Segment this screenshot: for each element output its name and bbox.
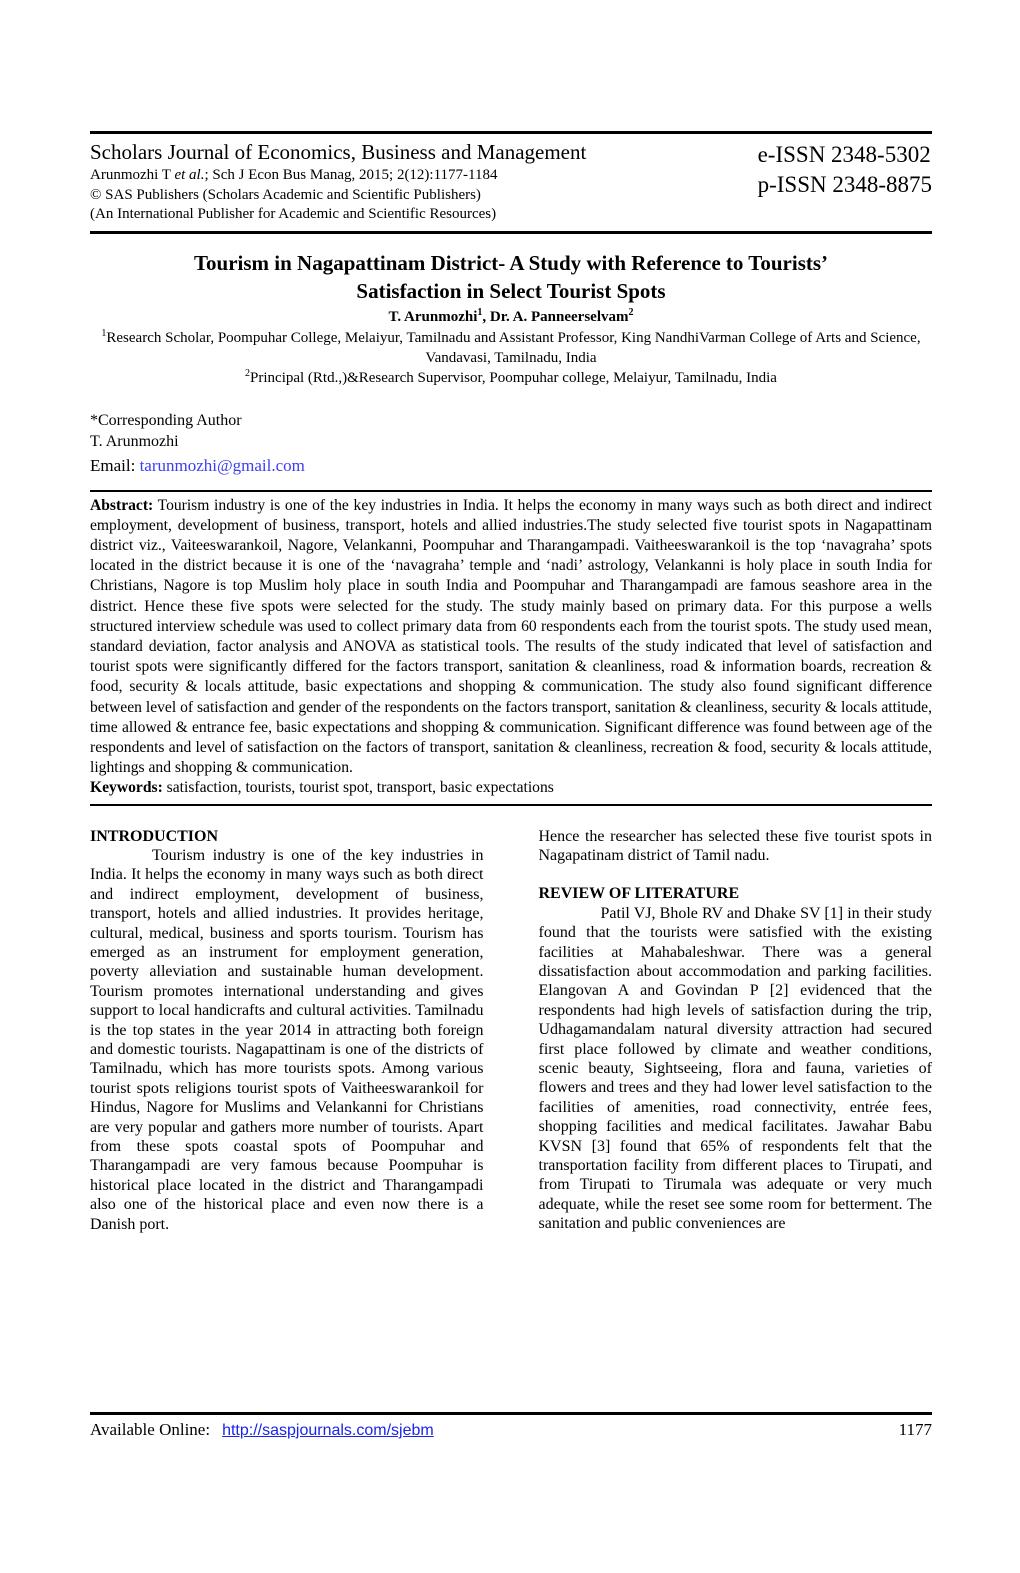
author-1: T. Arunmozhi [388, 308, 478, 325]
journal-header [90, 131, 932, 234]
journal-page [0, 131, 1020, 1234]
left-column [90, 827, 484, 1235]
review-of-literature-paragraph: Patil VJ, Bhole RV and Dhake SV [1] in their study found that the tourists were satisfied with the existing facilities at Mahabaleshwar. There was a general dissatisfaction about accommodation and parking facilities. Elangovan A and Govindan P [2] evidenced that the respondents had high levels of satisfaction during the trip, Udhagamandalam natural diversity attraction had secured first place followed by climate and weather conditions, scenic beauty, Sightseeing, flora and fauna, varieties of flowers and trees and they had lower level satisfaction to the facilities of amenities, road connectivity, entrée fees, shopping facilities and medical facilitates. Jawahar Babu KVSN [3] found that 65% of respondents felt that the transportation facility from different places to Tirupati, and from Tirupati to Tirumala was adequate or very much adequate, while the reset see some room for betterment. The sanitation and public conveniences are [538, 904, 932, 1233]
publisher-note: (An International Publisher for Academic and Scientific Resources) [90, 206, 497, 222]
affiliation-1-superscript: 1 [101, 327, 107, 339]
author-2-superscript: 2 [628, 306, 634, 318]
introduction-continuation-paragraph: Hence the researcher has selected these five tourist spots in Nagapatinam district of Tamil nadu. [538, 827, 932, 864]
email-address-link[interactable]: tarunmozhi@gmail.com [139, 455, 305, 475]
authors-line [90, 307, 932, 328]
e-issn: e-ISSN 2348-5302 [757, 142, 931, 167]
keywords-text: satisfaction, tourists, tourist spot, transport, basic expectations [162, 779, 554, 797]
column-spacer [539, 865, 933, 884]
corresponding-author-label: *Corresponding Author [90, 411, 242, 429]
page-footer [90, 1412, 932, 1440]
affiliation-2-text: Principal (Rtd.,)&Research Supervisor, Poompuhar college, Melaiyur, Tamilnadu, India [250, 369, 777, 386]
abstract-paragraph [90, 496, 932, 779]
affiliation-2-superscript: 2 [245, 367, 251, 379]
abstract-text: Tourism industry is one of the key industries in India. It helps the economy in many ways such as both direct and indirect employment, development of business, transport, hotels and allied industries.The study selected five tourist spots in Nagapattinam district viz., Vaiteeswarankoil, Nagore, Velankanni, Poompuhar and Tharangampadi. Vaitheeswarankoil is the top ‘navagraha’ spots located in the district because it is one of the ‘navagraha’ temple and ‘nadi’ astrology, Velankanni is holy place in south India for Christians, Nagore is top Muslim holy place in south India and Poompuhar and Tharangampadi are famous seashore area in the district. Hence these five spots were selected for the study. The study mainly based on primary data. For this purpose a wells structured interview schedule was used to collect primary data from 60 respondents each from the tourist spots. The study used mean, standard deviation, factor analysis and ANOVA as statistical tools. The results of the study indicated that level of satisfaction and tourist spots were significantly differed for the factors transport, sanitation & cleanliness, road & information boards, recreation & food, security & locals attitude, basic expectations and shopping & communication. The study also found significant difference between level of satisfaction and gender of the respondents on the factors transport, sanitation & cleanliness, security & locals attitude, time allowed & entrance fee, basic expectations and shopping & communication. Significant difference was found between age of the respondents and level of satisfaction on the factors of transport, sanitation & cleanliness, recreation & food, security & locals attitude, lightings and shopping & communication. [90, 496, 932, 777]
p-issn: p-ISSN 2348-8875 [757, 172, 932, 197]
affiliation-1 [90, 328, 932, 368]
affiliation-2 [90, 368, 932, 388]
available-online-line [90, 1420, 434, 1440]
journal-header-left [90, 138, 586, 225]
title-block [90, 249, 932, 388]
citation-line [90, 166, 586, 186]
author-2: , Dr. A. Panneerselvam [482, 308, 629, 325]
corresponding-author-block [90, 410, 932, 476]
right-column [539, 827, 933, 1235]
article-title: Tourism in Nagapattinam District- A Study with Reference to Tourists’ Satisfaction in Select Tourist Spots [193, 250, 829, 303]
keywords-line [90, 778, 932, 798]
affiliation-1-text: Research Scholar, Poompuhar College, Melaiyur, Tamilnadu and Assistant Professor, King NandhiVarman College of Arts and Science, Vandavasi, Tamilnadu, India [106, 329, 921, 366]
introduction-paragraph: Tourism industry is one of the key industries in India. It helps the economy in many ways such as both direct and indirect employment, development of business, transport, hotels and allied industries. It provides heritage, cultural, medical, business and sports tourism. Tourism has emerged as an instrument for employment generation, poverty alleviation and sustainable human development. Tourism promotes international understanding and gives support to local handicrafts and cultural activities. Tamilnadu is the top states in the year 2014 in attracting both foreign and domestic tourists. Nagapattinam is one of the districts of Tamilnadu, which has more tourists spots. Among various tourist spots religions tourist spots of Vaitheeswarankoil for Hindus, Nagore for Muslims and Velankanni for Christians are very popular and gathers more number of tourists. Apart from these spots coastal spots of Poompuhar and Tharangampadi are very famous because Poompuhar is historical place located in the district and Tharangampadi also one of the historical place and even now there is a Danish port. [90, 846, 484, 1233]
journal-url-link[interactable]: http://saspjournals.com/sjebm [222, 1422, 434, 1439]
body-columns [90, 827, 932, 1235]
introduction-heading: INTRODUCTION [90, 827, 219, 845]
copyright-line: © SAS Publishers (Scholars Academic and Scientific Publishers) [90, 186, 481, 203]
journal-title: Scholars Journal of Economics, Business and Management [90, 140, 587, 164]
review-of-literature-heading: REVIEW OF LITERATURE [538, 885, 740, 903]
citation-authors: Arunmozhi T [90, 167, 175, 183]
citation-etal: et al. [174, 167, 205, 183]
abstract-section [90, 490, 932, 806]
citation-ref: ; Sch J Econ Bus Manag, 2015; 2(12):1177-1184 [204, 167, 498, 183]
email-label: Email: [90, 455, 136, 475]
email-line [90, 455, 932, 476]
abstract-label: Abstract: [90, 496, 154, 514]
author-1-superscript: 1 [477, 306, 483, 318]
corresponding-author-name: T. Arunmozhi [90, 432, 179, 450]
page-number: 1177 [898, 1420, 932, 1439]
journal-header-right [758, 138, 932, 225]
available-online-label: Available Online: [90, 1420, 211, 1439]
keywords-label: Keywords: [90, 779, 163, 797]
